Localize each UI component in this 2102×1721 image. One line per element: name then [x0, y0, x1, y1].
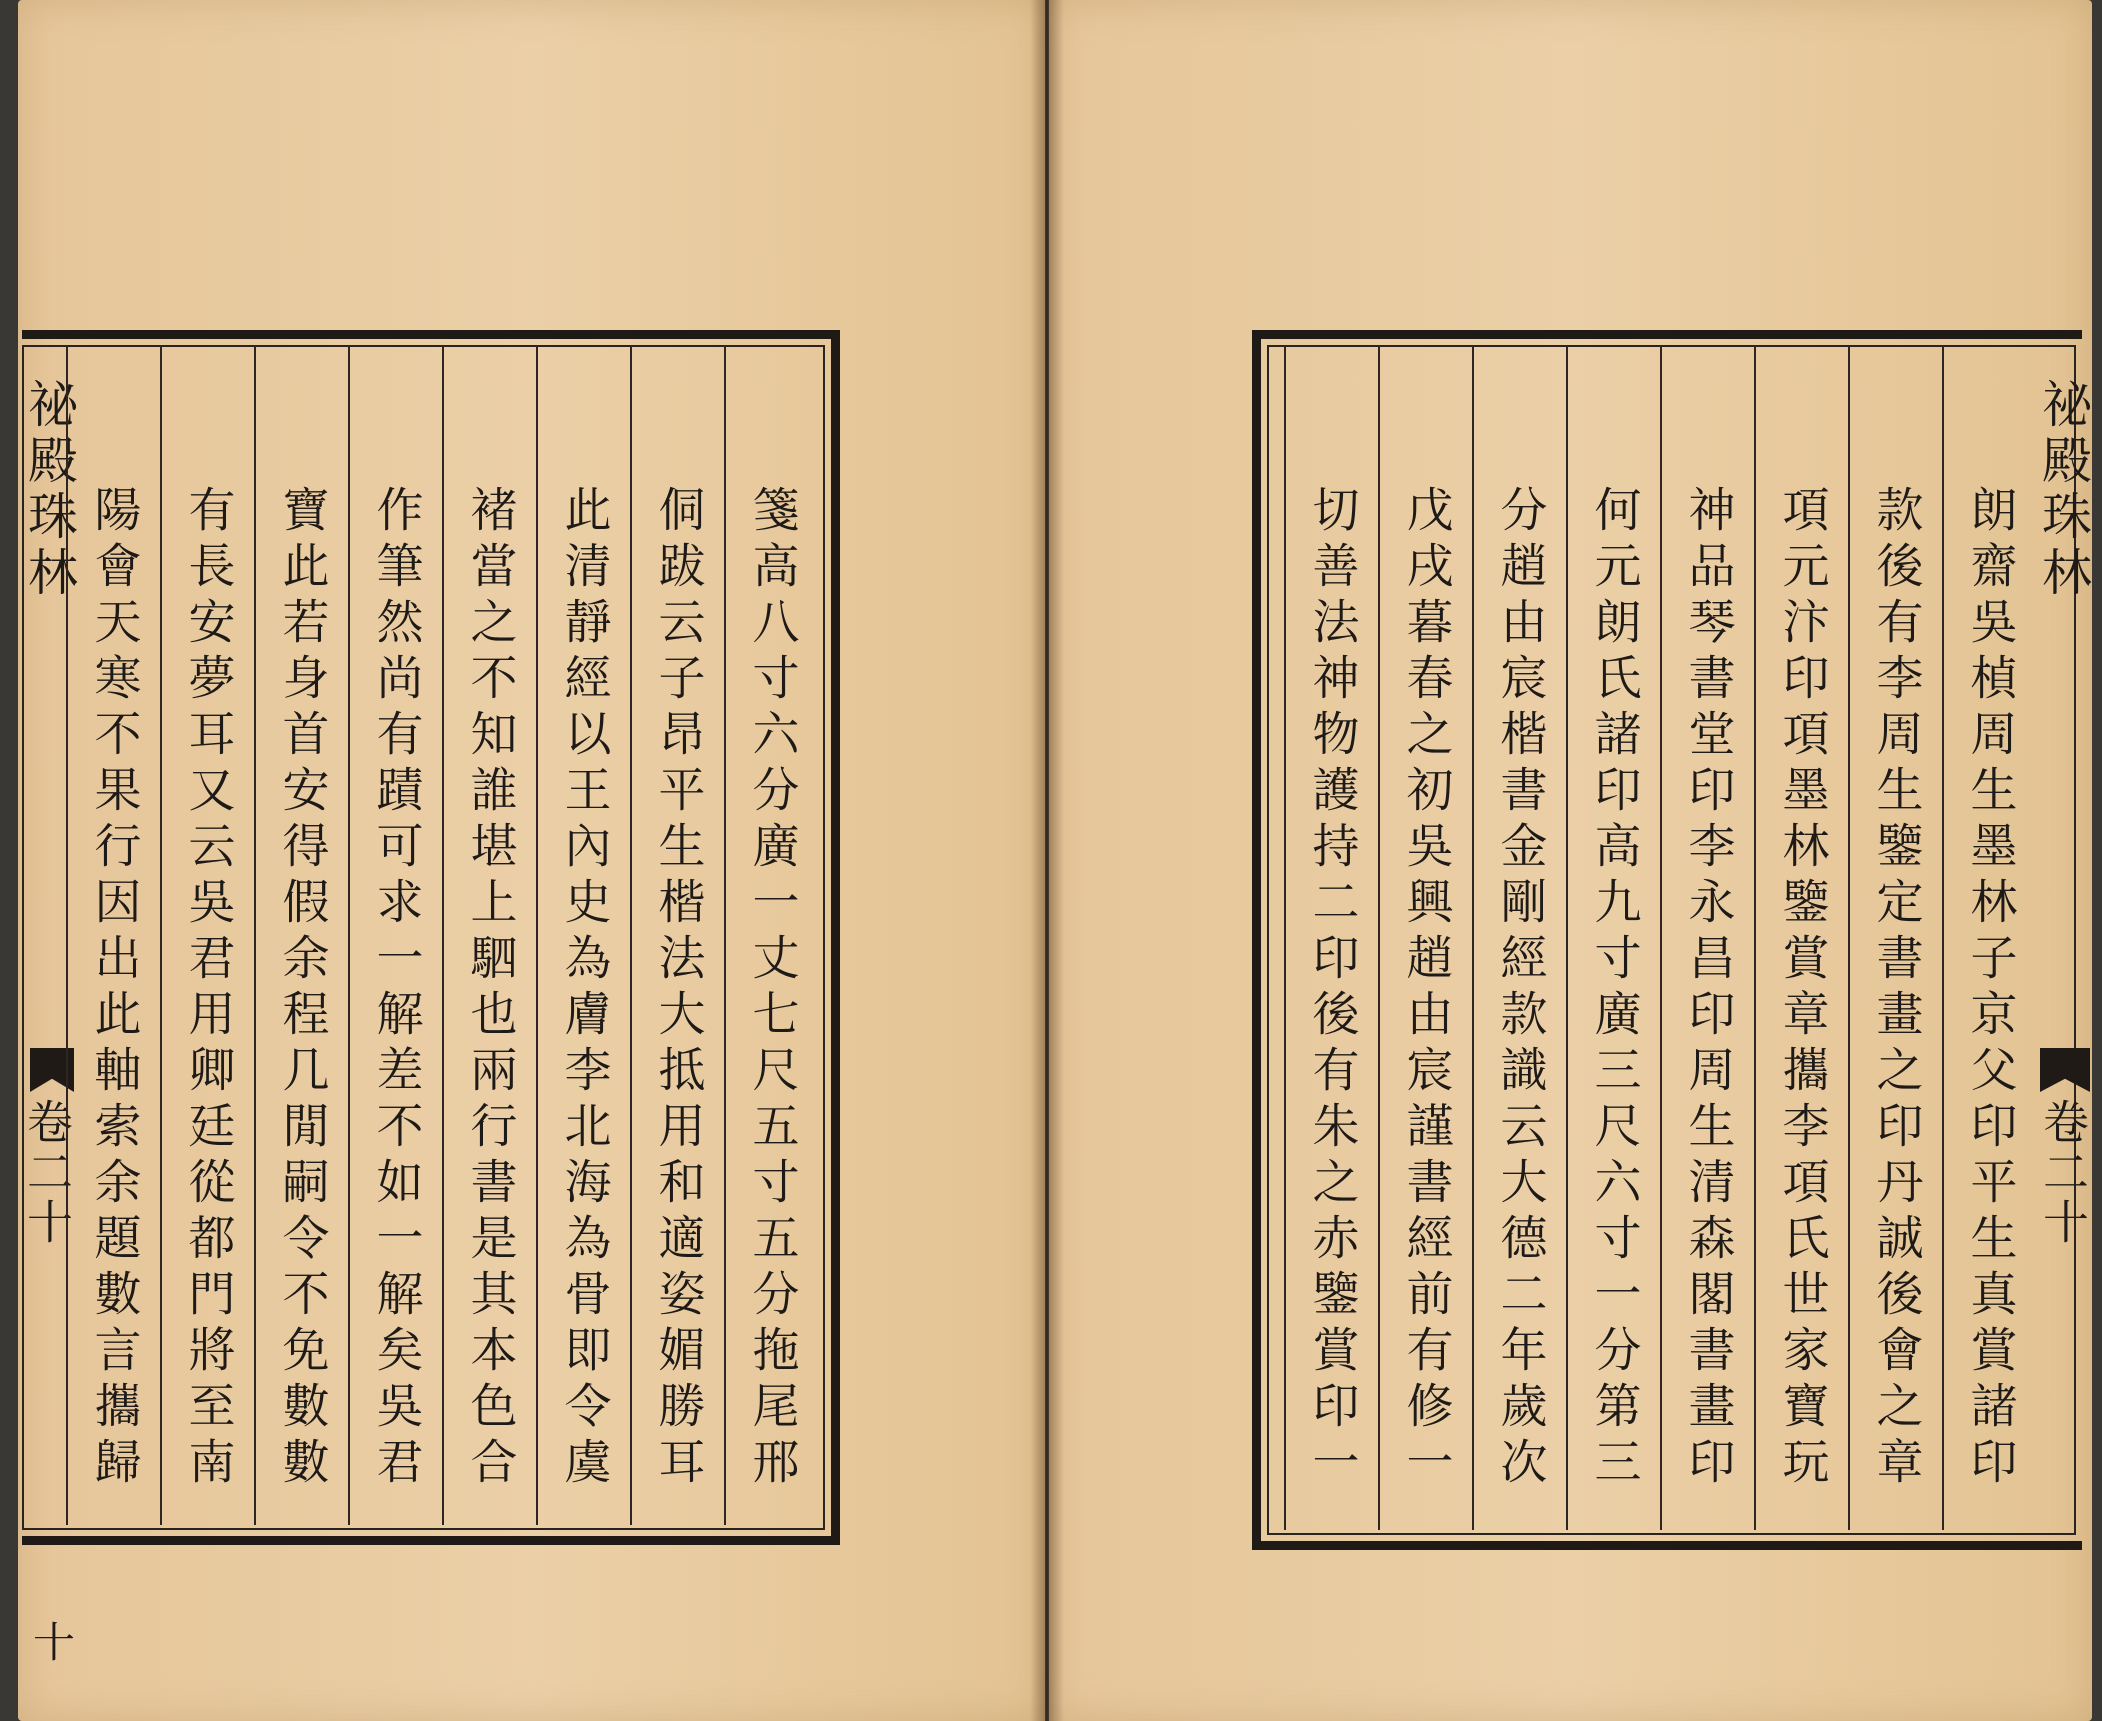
right-fish-tail-mark	[2040, 1048, 2090, 1092]
right-text-column	[1754, 345, 1848, 1530]
left-column-text: 箋高八寸六分廣一丈七尺五寸五分拖尾邢	[744, 485, 800, 1493]
book-gutter	[1030, 0, 1064, 1721]
right-text-column	[1284, 345, 1378, 1530]
left-text-column	[724, 345, 818, 1525]
right-text-column	[1378, 345, 1472, 1530]
left-column-text: 侗跋云子昂平生楷法大抵用和適姿媚勝耳	[650, 485, 706, 1493]
right-margin-strip	[2036, 348, 2092, 1524]
right-column-text: 分趙由宸楷書金剛經款識云大德二年歲次	[1492, 485, 1548, 1493]
right-text-column	[1660, 345, 1754, 1530]
left-column-text: 此清靜經以王內史為膚李北海為骨即令虞	[556, 485, 612, 1493]
left-text-column	[630, 345, 724, 1525]
right-column-text: 朗齋吳楨周生墨林子京父印平生真賞諸印	[1962, 485, 2018, 1493]
right-text-column	[1566, 345, 1660, 1530]
left-margin-title: 祕殿珠林	[20, 378, 78, 602]
left-column-text: 作筆然尚有蹟可求一解差不如一解矣吳君	[368, 485, 424, 1493]
right-text-column	[1942, 345, 2036, 1530]
right-column-text: 戊戌暮春之初吳興趙由宸謹書經前有修一	[1398, 485, 1454, 1493]
left-text-column	[160, 345, 254, 1525]
right-column-text: 何元朗氏諸印高九寸廣三尺六寸一分第三	[1586, 485, 1642, 1493]
left-text-column	[66, 345, 160, 1525]
right-column-text: 款後有李周生鑒定書畫之印丹誠後會之章	[1868, 485, 1924, 1493]
left-margin-strip	[20, 348, 78, 1662]
left-column-text: 褚當之不知誰堪上駟也兩行書是其本色合	[462, 485, 518, 1493]
left-text-column	[348, 345, 442, 1525]
left-margin-page-number: 十	[27, 1620, 76, 1662]
right-column-text: 神品琴書堂印李永昌印周生清森閣書畫印	[1680, 485, 1736, 1493]
left-text-column	[442, 345, 536, 1525]
right-column-text: 切善法神物護持二印後有朱之赤鑒賞印一	[1304, 485, 1360, 1493]
left-margin-volume: 卷二十	[20, 1098, 74, 1248]
left-column-text: 陽會天寒不果行因出此軸索余題數言攜歸	[86, 485, 142, 1493]
left-text-column	[254, 345, 348, 1525]
right-margin-title: 祕殿珠林	[2034, 378, 2092, 602]
right-text-column	[1848, 345, 1942, 1530]
left-column-text: 有長安夢耳又云吳君用卿廷從都門將至南	[180, 485, 236, 1493]
right-column-text: 項元汴印項墨林鑒賞章攜李項氏世家寶玩	[1774, 485, 1830, 1493]
right-margin-volume: 卷二十	[2036, 1098, 2090, 1248]
left-text-column	[536, 345, 630, 1525]
left-column-text: 寶此若身首安得假余程几閒嗣令不免數數	[274, 485, 330, 1493]
right-text-column	[1472, 345, 1566, 1530]
